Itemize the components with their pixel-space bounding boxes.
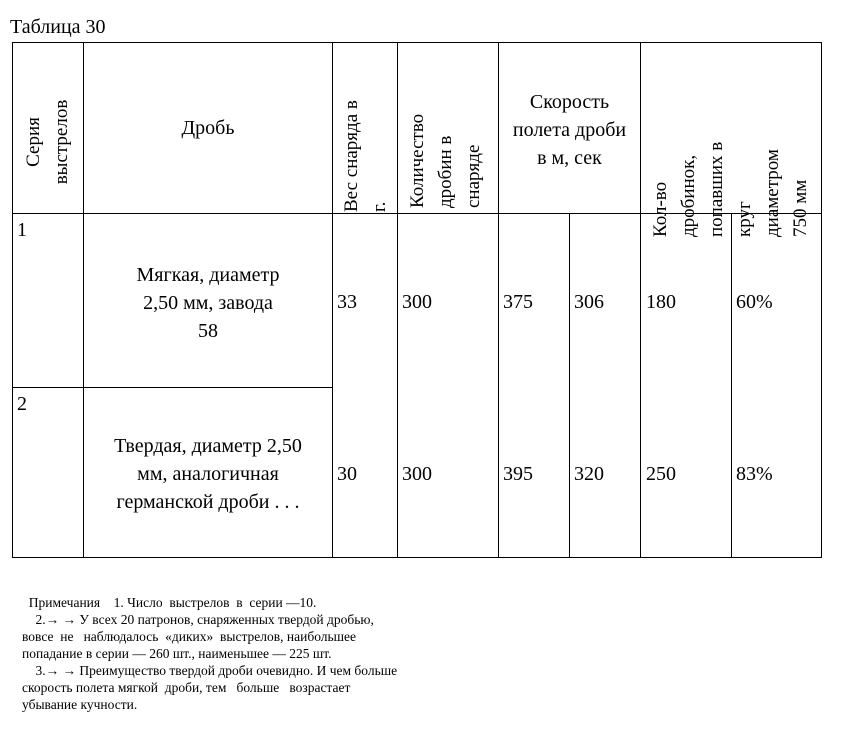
note-line: 2.→ → У всех 20 патронов, снаряженных твердой дробью,: [22, 612, 374, 627]
row1-series: 1: [17, 219, 27, 241]
row1-shot: Мягкая, диаметр 2,50 мм, завода 58: [136, 264, 280, 342]
table-caption: Таблица 30: [10, 16, 106, 38]
header-speed: Скорость полета дроби в м, сек: [512, 91, 627, 169]
row2-hits: 250: [646, 463, 676, 485]
note-line: убывание кучности.: [22, 697, 138, 712]
row2-series: 2: [17, 393, 27, 415]
note-line: Примечания 1. Число выстрелов в серии —10.: [22, 595, 317, 610]
header-hits: Кол-во дробинок, попавших в круг диаметром 750 мм: [650, 141, 811, 237]
row2-percent: 83%: [736, 463, 773, 485]
row2-speed-2: 320: [574, 463, 604, 485]
row1-speed-1: 375: [503, 291, 533, 313]
header-series: Серия выстрелов: [23, 99, 72, 185]
header-count: Количество дробин в снаряде: [407, 113, 484, 208]
note-line: попадание в серии — 260 шт., наименьшее — 225 шт.: [22, 646, 332, 661]
row2-speed-1: 395: [503, 463, 533, 485]
row1-speed-2: 306: [574, 291, 604, 313]
header-weight: Вес снаряда в г.: [341, 100, 390, 212]
note-line: скорость полета мягкой дроби, тем больше возрастает: [22, 680, 351, 695]
row1-hits: 180: [646, 291, 676, 313]
row2-count: 300: [402, 463, 432, 485]
header-shot: Дробь: [181, 116, 235, 139]
row1-count: 300: [402, 291, 432, 313]
row2-shot: Твердая, диаметр 2,50 мм, аналогичная германской дроби . . .: [114, 435, 302, 513]
row1-percent: 60%: [736, 291, 773, 313]
notes: [22, 594, 542, 713]
row2-weight: 30: [337, 463, 357, 485]
note-line: 3.→ → Преимущество твердой дроби очевидно. И чем больше: [22, 663, 398, 678]
note-line: вовсе не наблюдалось «диких» выстрелов, наибольшее: [22, 629, 357, 644]
row1-weight: 33: [337, 291, 357, 313]
